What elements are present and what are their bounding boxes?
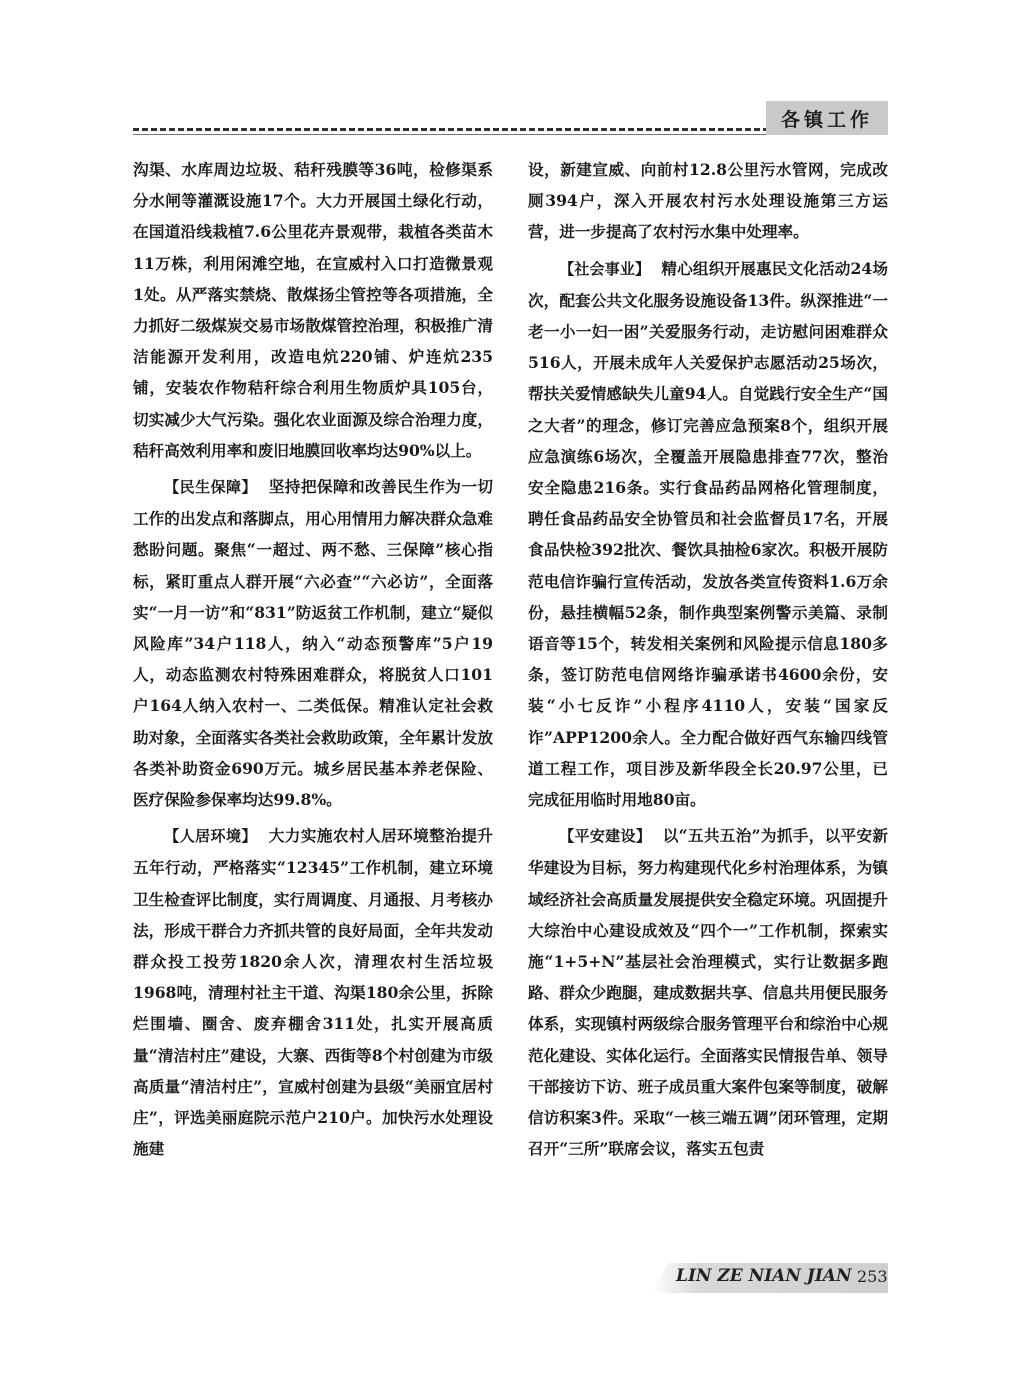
paragraph-living-environment [133, 820, 493, 1164]
paragraph-social-affairs [528, 253, 888, 816]
paragraph-text: 沟渠、水库周边垃圾、秸秆残膜等36吨，检修渠系分水闸等灌溉设施17个。大力开展国土绿化行动，在国道沿线栽植7.6公里花卉景观带，栽植各类苗木11万株，利用闲滩空地，在宣威村入口打造微景观1处。从严落实禁烧、散煤扬尘管控等各项措施，全力抓好二级煤炭交易市场散煤管控治理，积极推广清洁能源开发利用，改造电炕220铺、炉连炕235铺，安装农作物秸秆综合利用生物质炉具105台，切实减少大气污染。强化农业面源及综合治理力度，秸秆高效利用率和废旧地膜回收率均达90%以上。 [133, 160, 493, 460]
paragraph-keyword: 【民生保障】 [164, 478, 257, 497]
journal-title: LIN ZE NIAN JIAN [676, 1266, 852, 1286]
left-column [133, 154, 493, 1170]
paragraph-keyword: 【平安建设】 [559, 827, 652, 846]
right-column [528, 154, 888, 1170]
paragraph-text: 设，新建宣威、向前村12.8公里污水管网，完成改厕394户，深入开展农村污水处理设施第三方运营，进一步提高了农村污水集中处理率。 [528, 160, 888, 242]
paragraph-text: 以“五共五治”为抓手，以平安新华建设为目标，努力构建现代化乡村治理体系，为镇域经济社会高质量发展提供安全稳定环境。巩固提升大综治中心建设成效及“四个一”工作机制，探索实施“1+5+N”基层社会治理模式，实行让数据多跑路、群众少跑腿，建成数据共享、信息共用便民服务体系，实现镇村两级综合服务管理平台和综治中心规范化建设、实体化运行。全面落实民情报告单、领导干部接访下访、班子成员重大案件包案等制度，破解信访积案3件。采取“一核三端五调”闭环管理，定期召开“三所”联席会议，落实五包责 [528, 826, 888, 1159]
page-number: 253 [857, 1267, 888, 1286]
paragraph-text: 精心组织开展惠民文化活动24场次，配套公共文化服务设施设备13件。纵深推进“一老一小一妇一困”关爱服务行动，走访慰问困难群众516人，开展未成年人关爱保护志愿活动25场次，帮扶关爱情感缺失儿童94人。自觉践行安全生产“国之大者”的理念，修订完善应急预案8个，组织开展应急演练6场次，全覆盖开展隐患排查77次，整治安全隐患216条。实行食品药品网格化管理制度，聘任食品药品安全协管员和社会监督员17名，开展食品快检392批次、餐饮具抽检6家次。积极开展防范电信诈骗行宣传活动，发放各类宣传资料1.6万余份，悬挂横幅52条，制作典型案例警示美篇、录制语音等15个，转发相关案例和风险提示信息180多条，签订防范电信网络诈骗承诺书4600余份，安装“小七反诈”小程序4110人，安装“国家反诈”APP1200余人。全力配合做好西气东输四线管道工程工作，项目涉及新华段全长20.97公里，已完成征用临时用地80亩。 [528, 258, 889, 810]
paragraph-continuation [133, 154, 493, 466]
paragraph-keyword: 【人居环境】 [164, 827, 257, 846]
paragraph-livelihood [133, 471, 493, 815]
section-title: 各镇工作 [766, 101, 888, 135]
header-thin-rule [133, 134, 769, 135]
paragraph-text: 坚持把保障和改善民生作为一切工作的出发点和落脚点，用心用情用力解决群众急难愁盼问题。聚焦“一超过、两不愁、三保障”核心指标，紧盯重点人群开展“六必查”“六必访”，全面落实“一月一访”和“831”防返贫工作机制，建立“疑似风险库”34户118人，纳入“动态预警库”5户19人，动态监测农村特殊困难群众，将脱贫人口101户164人纳入农村一、二类低保。精准认定社会救助对象，全面落实各类社会救助政策，全年累计发放各类补助资金690万元。城乡居民基本养老保险、医疗保险参保率均达99.8%。 [133, 477, 493, 810]
paragraph-continuation [528, 154, 888, 248]
paragraph-keyword: 【社会事业】 [559, 259, 651, 278]
paragraph-text: 大力实施农村人居环境整治提升五年行动，严格落实“12345”工作机制，建立环境卫生检查评比制度，实行周调度、月通报、月考核办法，形成干群合力齐抓共管的良好局面，全年共发动群众投工投劳1820余人次，清理农村生活垃圾1968吨，清理村社主干道、沟渠180余公里，拆除烂围墙、圈舍、废弃棚舍311处，扎实开展高质量“清洁村庄”建设，大寨、西街等8个村创建为市级高质量“清洁村庄”，宣威村创建为县级“美丽宜居村庄”，评选美丽庭院示范户210户。加快污水处理设施建 [133, 826, 493, 1159]
header-dashed-rule [133, 128, 769, 131]
paragraph-safety-construction [528, 820, 888, 1164]
